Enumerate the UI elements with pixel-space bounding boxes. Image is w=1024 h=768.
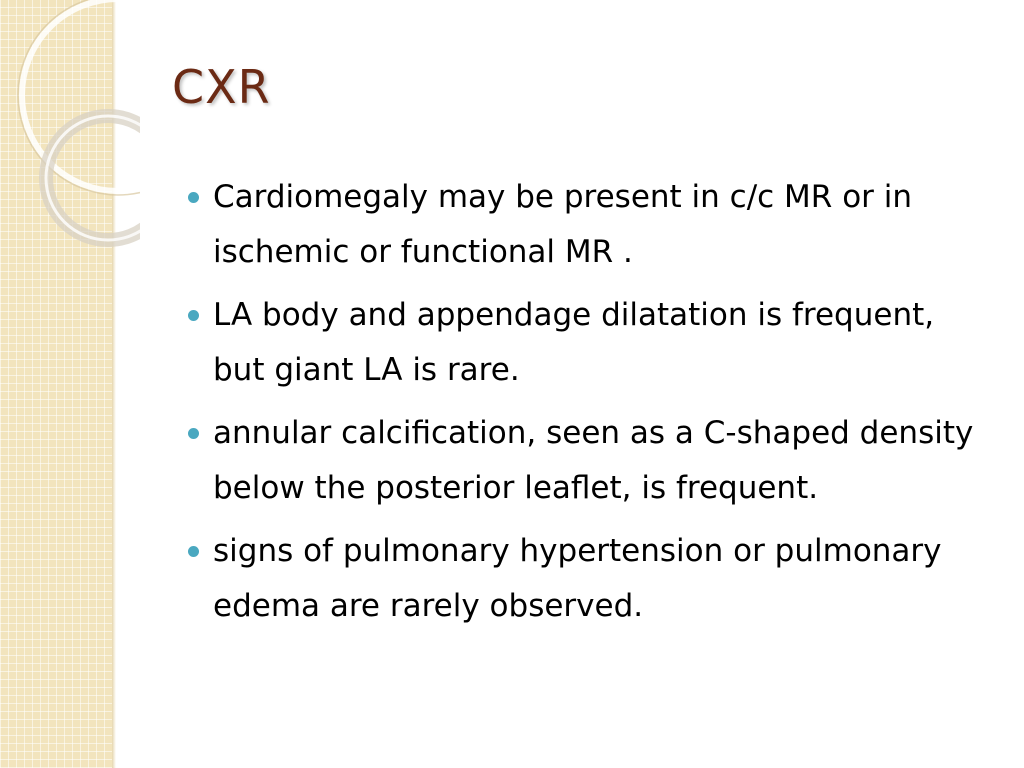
bullet-item (180, 288, 980, 398)
bullet-dot-icon (188, 310, 199, 321)
bullet-text: annular calcification, seen as a C-shaped density below the posterior leaflet, is frequent. (213, 415, 974, 506)
slide-title: CXR (172, 60, 271, 114)
decorative-ring-large-shadow (18, 0, 140, 195)
bullet-item (180, 406, 980, 516)
bullet-dot-icon (188, 428, 199, 439)
bullet-dot-icon (188, 192, 199, 203)
bullet-item (180, 524, 980, 634)
decorative-ring-large (22, 0, 140, 191)
bullet-list (180, 170, 980, 642)
bullet-text: LA body and appendage dilatation is frequent, but giant LA is rare. (213, 297, 935, 388)
bullet-dot-icon (188, 546, 199, 557)
bullet-item (180, 170, 980, 280)
decorative-ring-small (46, 116, 140, 240)
decorative-rings (0, 0, 140, 260)
bullet-text: signs of pulmonary hypertension or pulmonary edema are rarely observed. (213, 533, 942, 624)
bullet-text: Cardiomegaly may be present in c/c MR or in ischemic or functional MR . (213, 179, 913, 270)
